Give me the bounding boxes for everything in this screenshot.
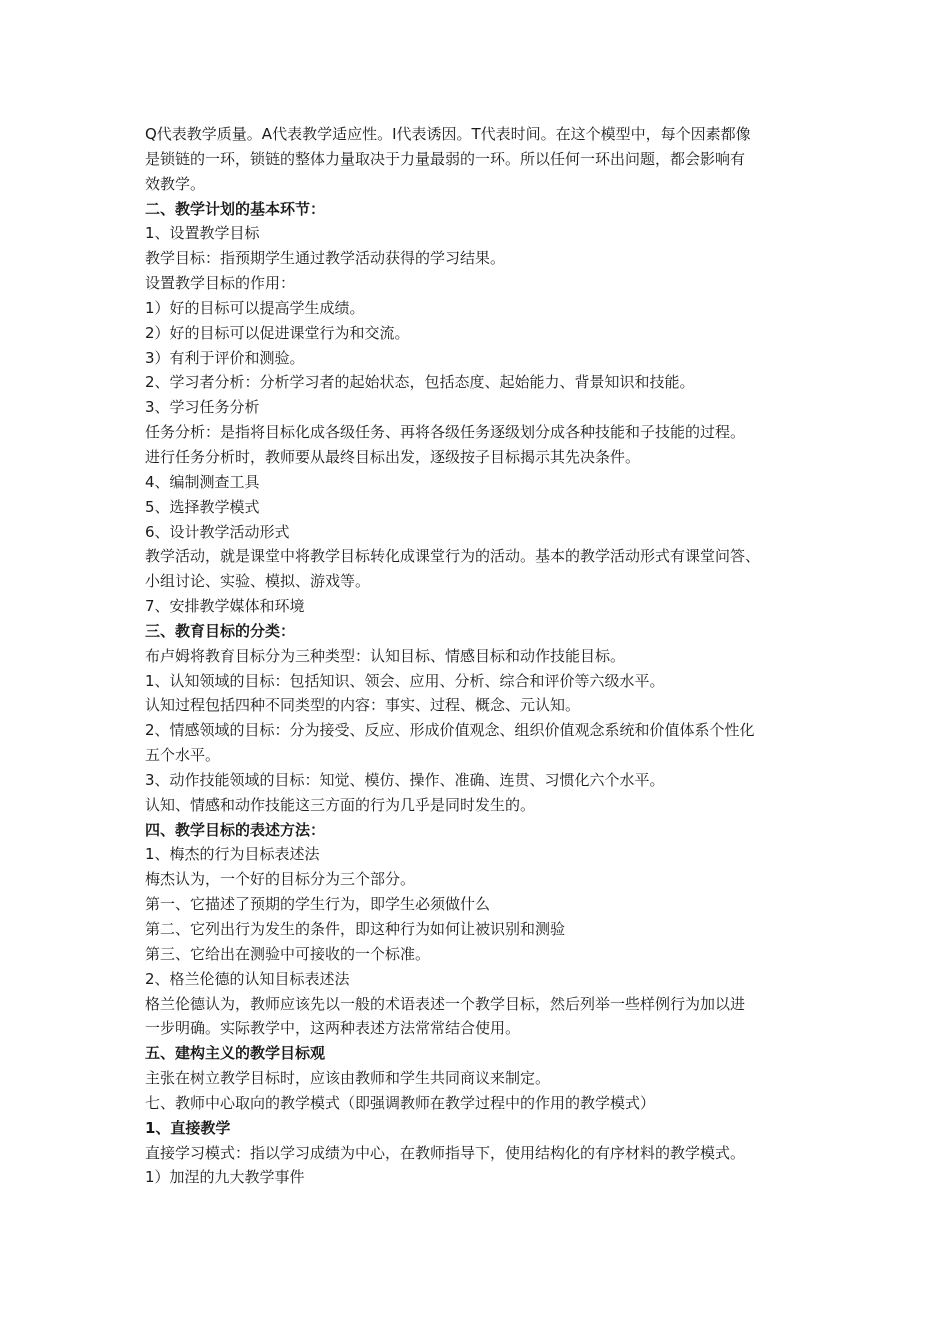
text-line: 效教学。: [145, 174, 206, 193]
section-heading: 五、建构主义的教学目标观: [145, 1044, 326, 1063]
text-line: 小组讨论、实验、模拟、游戏等。: [145, 572, 371, 591]
text-line: 4、编制测查工具: [145, 472, 260, 491]
text-line: 教学目标：指预期学生通过教学活动获得的学习结果。: [145, 249, 506, 268]
document-body: [145, 122, 825, 1190]
text-line: 1、认知领域的目标：包括知识、领会、应用、分析、综合和评价等六级水平。: [145, 671, 665, 690]
text-line: 6、设计教学活动形式: [145, 522, 290, 541]
text-line: 1）好的目标可以提高学生成绩。: [145, 298, 365, 317]
text-line: 1、设置教学目标: [145, 224, 260, 243]
text-line: 布卢姆将教育目标分为三种类型：认知目标、情感目标和动作技能目标。: [145, 646, 626, 665]
text-line: 七、教师中心取向的教学模式（即强调教师在教学过程中的作用的教学模式）: [145, 1093, 656, 1112]
section-heading: 1、直接教学: [145, 1118, 231, 1137]
text-line: 教学活动，就是课堂中将教学目标转化成课堂行为的活动。基本的教学活动形式有课堂问答、: [145, 547, 761, 566]
text-line: 2、格兰伦德的认知目标表述法: [145, 969, 350, 988]
text-line: 3）有利于评价和测验。: [145, 348, 305, 367]
text-line: 2、学习者分析：分析学习者的起始状态，包括态度、起始能力、背景知识和技能。: [145, 373, 695, 392]
text-line: 5、选择教学模式: [145, 497, 260, 516]
text-line: 五个水平。: [145, 746, 221, 765]
text-line: 1、梅杰的行为目标表述法: [145, 845, 320, 864]
section-heading: 三、教育目标的分类：: [145, 621, 296, 640]
section-heading: 二、教学计划的基本环节：: [145, 199, 326, 218]
text-line: 格兰伦德认为，教师应该先以一般的术语表述一个教学目标，然后列举一些样例行为加以进: [145, 994, 746, 1013]
text-line: 主张在树立教学目标时，应该由教师和学生共同商议来制定。: [145, 1069, 551, 1088]
text-line: 一步明确。实际教学中，这两种表述方法常常结合使用。: [145, 1019, 521, 1038]
text-line: 设置教学目标的作用：: [145, 274, 296, 293]
text-line: Q代表教学质量。A代表教学适应性。I代表诱因。T代表时间。在这个模型中，每个因素都像: [145, 125, 751, 143]
text-line: 3、学习任务分析: [145, 398, 260, 417]
text-line: 是锁链的一环，锁链的整体力量取决于力量最弱的一环。所以任何一环出问题，都会影响有: [145, 149, 746, 168]
text-line: 梅杰认为，一个好的目标分为三个部分。: [145, 870, 416, 889]
text-line: 第三、它给出在测验中可接收的一个标准。: [145, 944, 431, 963]
text-line: 2、情感领域的目标：分为接受、反应、形成价值观念、组织价值观念系统和价值体系个性化: [145, 721, 755, 740]
text-line: 认知过程包括四种不同类型的内容：事实、过程、概念、元认知。: [145, 696, 581, 715]
text-line: 7、安排教学媒体和环境: [145, 597, 305, 616]
text-line: 任务分析：是指将目标化成各级任务、再将各级任务逐级划分成各种技能和子技能的过程。: [145, 423, 746, 442]
text-line: 3、动作技能领域的目标：知觉、模仿、操作、准确、连贯、习惯化六个水平。: [145, 770, 665, 789]
text-line: 第二、它列出行为发生的条件，即这种行为如何让被识别和测验: [145, 920, 566, 938]
section-heading: 四、教学目标的表述方法：: [145, 820, 326, 839]
text-line: 1）加涅的九大教学事件: [145, 1168, 305, 1187]
text-line: 2）好的目标可以促进课堂行为和交流。: [145, 323, 410, 342]
text-line: 第一、它描述了预期的学生行为，即学生必须做什么: [145, 895, 491, 914]
text-line: 认知、情感和动作技能这三方面的行为几乎是同时发生的。: [145, 795, 536, 814]
text-line: 直接学习模式：指以学习成绩为中心，在教师指导下，使用结构化的有序材料的教学模式。: [145, 1143, 746, 1162]
text-line: 进行任务分析时，教师要从最终目标出发，逐级按子目标揭示其先决条件。: [145, 447, 641, 466]
